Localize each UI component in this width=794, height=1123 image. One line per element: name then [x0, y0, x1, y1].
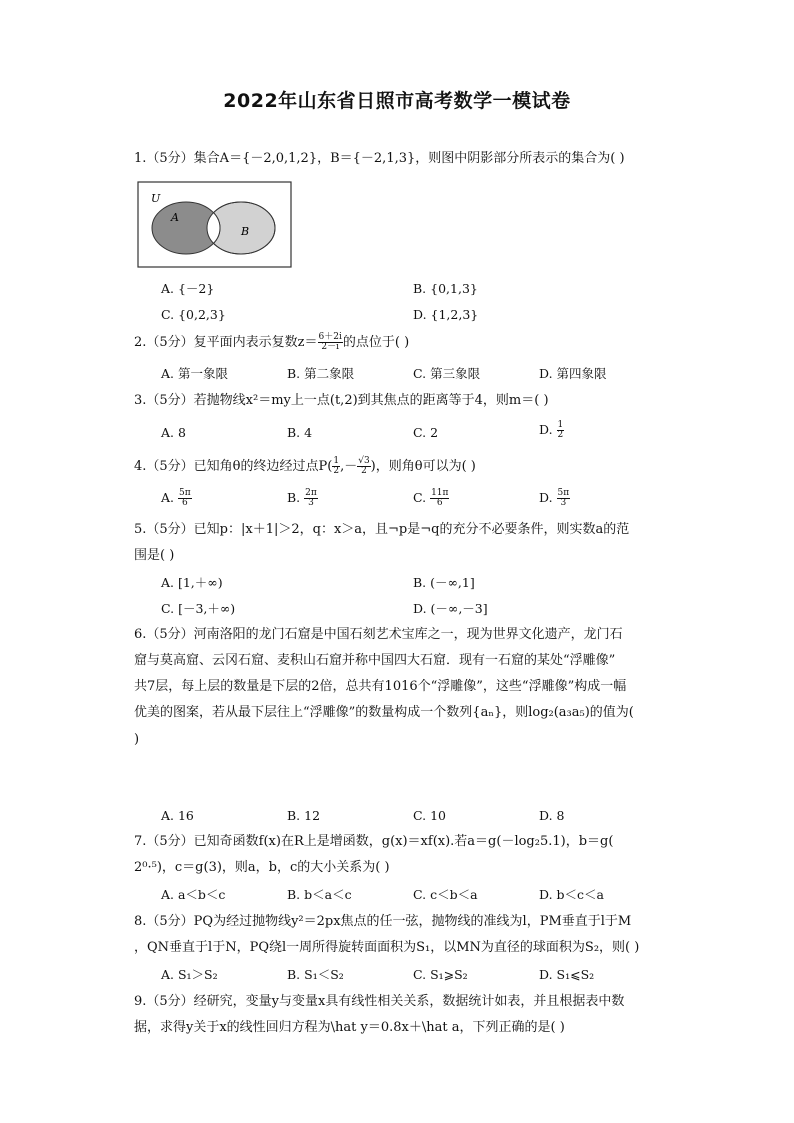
question-6-stem-line-4: 优美的图案，若从最下层往上“浮雕像”的数量构成一个数列{aₙ}，则log₂(a₃a₅)的值为( — [134, 705, 634, 720]
q4-frac-2-num: √3 — [358, 456, 370, 466]
q4-a-den: 6 — [181, 498, 188, 508]
question-6-stem-line-2: 窟与莫高窟、云冈石窟、麦积山石窟并称中国四大石窟．现有一石窟的某处“浮雕像” — [134, 653, 616, 668]
venn-diagram — [137, 181, 293, 269]
question-1-stem: 1.（5分）集合A＝{－2,0,1,2}，B＝{－2,1,3}，则图中阴影部分所表示的集合为( ) — [134, 151, 625, 166]
q4-frac-1 — [332, 457, 340, 476]
q8-option-d: D. S₁⩽S₂ — [539, 967, 595, 982]
question-6-stem-line-5: ) — [134, 732, 140, 747]
question-5-stem-line-2: 围是( ) — [134, 548, 175, 563]
q4-a-num: 5π — [178, 488, 191, 498]
question-9-stem-line-1: 9.（5分）经研究，变量y与变量x具有线性相关关系，数据统计如表，并且根据表中数 — [134, 994, 625, 1009]
venn-label-b: B — [241, 225, 250, 238]
q3-d-den: 2 — [557, 430, 564, 440]
q4-stem-pre: 4.（5分）已知角θ的终边经过点P( — [134, 459, 333, 474]
q5-option-d: D. (－∞,－3] — [413, 601, 488, 616]
q1-option-b: B. {0,1,3} — [413, 281, 478, 296]
q3-d-fraction — [557, 421, 565, 440]
q5-option-b: B. (－∞,1] — [413, 575, 475, 590]
q4-stem-post: )，则角θ可以为( ) — [370, 459, 476, 474]
q4-a-fraction — [178, 489, 192, 508]
q2-stem-post: 的点位于( ) — [342, 335, 410, 350]
q2-option-a: A. 第一象限 — [161, 366, 228, 381]
question-8-stem-line-1: 8.（5分）PQ为经过抛物线y²＝2px焦点的任一弦，抛物线的准线为l，PM垂直于l于M — [134, 914, 632, 929]
q3-option-c: C. 2 — [413, 425, 439, 440]
q2-option-b: B. 第二象限 — [287, 366, 355, 381]
q5-option-c: C. [－3,＋∞) — [161, 601, 236, 616]
q4-option-c — [413, 489, 449, 508]
q4-c-fraction — [430, 489, 449, 508]
question-8-stem-line-2: ，QN垂直于l于N，PQ绕l一周所得旋转面面积为S₁，以MN为直径的球面积为S₂，则( ) — [134, 940, 640, 955]
q8-option-a: A. S₁＞S₂ — [161, 967, 218, 982]
q4-b-den: 3 — [308, 498, 314, 508]
q4-frac-2-den: 2 — [361, 466, 367, 476]
q4-frac-2 — [357, 457, 370, 476]
q4-option-d — [539, 489, 570, 508]
q7-option-a: A. a＜b＜c — [161, 887, 226, 902]
q1-option-a: A. {－2} — [161, 281, 215, 296]
q7-option-c: C. c＜b＜a — [413, 887, 478, 902]
q3-option-b: B. 4 — [287, 425, 313, 440]
q5-option-a: A. [1,＋∞) — [161, 575, 223, 590]
venn-label-a: A — [171, 211, 179, 224]
page-title: 2022年山东省日照市高考数学一模试卷 — [223, 90, 571, 112]
q6-option-c: C. 10 — [413, 808, 446, 823]
q7-option-b: B. b＜a＜c — [287, 887, 352, 902]
q1-option-d: D. {1,2,3} — [413, 307, 479, 322]
q4-b-label: B. — [287, 490, 305, 505]
q2-fraction — [318, 333, 343, 352]
q4-d-den: 3 — [560, 498, 567, 508]
question-9-stem-line-2: 据，求得y关于x的线性回归方程为\hat y＝0.8x＋\hat a，下列正确的是( ) — [134, 1020, 565, 1035]
q4-d-fraction — [557, 489, 571, 508]
q4-a-label: A. — [161, 490, 178, 505]
question-3-stem: 3.（5分）若抛物线x²＝my上一点(t,2)到其焦点的距离等于4，则m＝( ) — [134, 393, 549, 408]
question-7-stem-line-1: 7.（5分）已知奇函数f(x)在R上是增函数，g(x)＝xf(x).若a＝g(－log₂5.1)，b＝g( — [134, 834, 614, 849]
q4-b-num: 2π — [305, 488, 317, 498]
question-7-stem-line-2: 2⁰·⁵)，c＝g(3)，则a，b，c的大小关系为( ) — [134, 860, 390, 875]
q4-d-label: D. — [539, 490, 557, 505]
q3-option-d — [539, 421, 564, 440]
q7-option-d: D. b＜c＜a — [539, 887, 604, 902]
q2-frac-den: 2－i — [321, 342, 339, 352]
q4-frac-1-num: 1 — [333, 456, 340, 466]
q2-frac-num: 6＋2i — [318, 332, 342, 342]
q1-option-c: C. {0,2,3} — [161, 307, 226, 322]
q6-option-a: A. 16 — [161, 808, 194, 823]
q3-d-num: 1 — [557, 420, 564, 430]
q3-option-a: A. 8 — [161, 425, 186, 440]
q2-stem-pre: 2.（5分）复平面内表示复数z＝ — [134, 335, 318, 350]
question-4-stem — [134, 457, 476, 476]
q4-c-label: C. — [413, 490, 431, 505]
question-6-stem-line-3: 共7层，每上层的数量是下层的2倍，总共有1016个“浮雕像”，这些“浮雕像”构成一幅 — [134, 679, 627, 694]
q3-option-d-label: D. — [539, 422, 557, 437]
q2-option-d: D. 第四象限 — [539, 366, 607, 381]
question-6-stem-line-1: 6.（5分）河南洛阳的龙门石窟是中国石刻艺术宝库之一，现为世界文化遗产，龙门石 — [134, 627, 623, 642]
question-2-stem — [134, 333, 409, 352]
q4-b-fraction — [304, 489, 318, 508]
venn-label-u: U — [151, 192, 161, 205]
q4-option-b — [287, 489, 318, 508]
q4-stem-mid: ,－ — [340, 459, 358, 474]
q4-frac-1-den: 2 — [333, 466, 340, 476]
q4-c-den: 6 — [436, 498, 443, 508]
q2-option-c: C. 第三象限 — [413, 366, 481, 381]
q8-option-b: B. S₁＜S₂ — [287, 967, 344, 982]
question-5-stem-line-1: 5.（5分）已知p：|x＋1|＞2，q：x＞a，且¬p是¬q的充分不必要条件，则实数a的范 — [134, 522, 630, 537]
q6-option-d: D. 8 — [539, 808, 565, 823]
q4-d-num: 5π — [557, 488, 570, 498]
q4-c-num: 11π — [431, 488, 449, 498]
q4-option-a — [161, 489, 192, 508]
q8-option-c: C. S₁⩾S₂ — [413, 967, 468, 982]
q6-option-b: B. 12 — [287, 808, 321, 823]
